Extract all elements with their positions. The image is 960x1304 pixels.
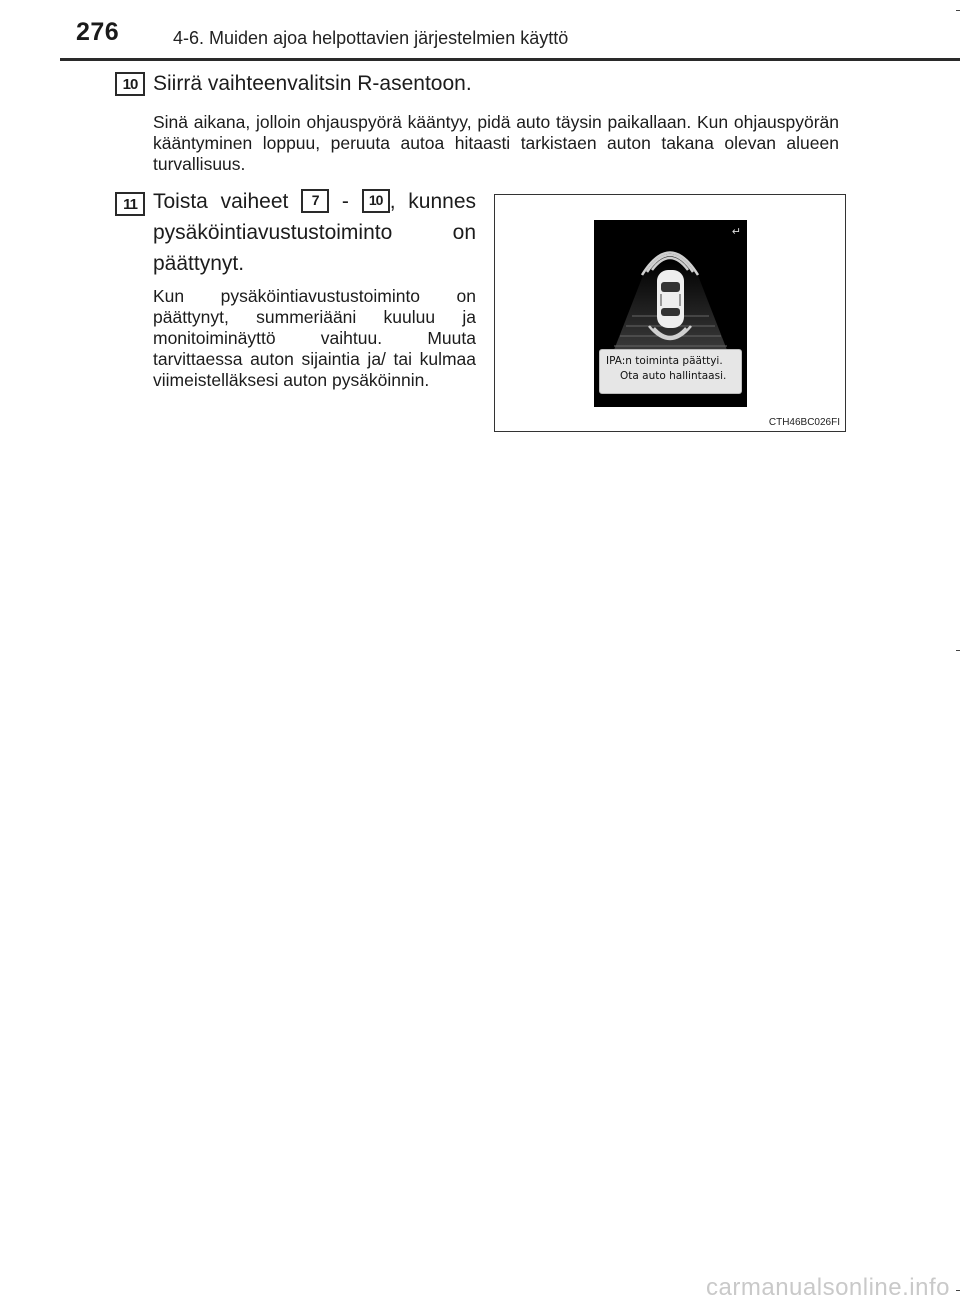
figure-code: CTH46BC026FI: [768, 417, 840, 428]
step-11-heading-end: , kunnes pysäköintiavustustoiminto on päättynyt.: [153, 190, 477, 275]
section-title: 4-6. Muiden ajoa helpottavien järjestelmien käyttö: [173, 28, 569, 48]
step-ref-7: 7: [301, 189, 329, 213]
margin-tick: [956, 10, 960, 11]
return-arrow-icon: ↵: [731, 226, 741, 238]
step-11-heading-start: Toista vaiheet: [153, 190, 289, 213]
step-10-heading: Siirrä vaihteenvalitsin R-asentoon.: [153, 72, 472, 95]
header-divider: [60, 58, 960, 61]
margin-tick: [956, 1290, 960, 1291]
page-number: 276: [76, 18, 120, 46]
figure-panel: [494, 194, 846, 432]
car-sensor-graphic: [594, 220, 747, 350]
step-ref-10: 10: [362, 189, 390, 213]
page-header: [0, 0, 960, 60]
multi-info-display: [594, 220, 747, 407]
step-10-text: Sinä aikana, jolloin ohjauspyörä kääntyy, pidä auto täysin paikallaan. Kun ohjauspyörän kääntyminen loppuu, peruuta autoa hitaasti tarkistaen auton takana olevan alueen turvallisuus.: [153, 112, 839, 174]
ipa-message-box: [599, 349, 742, 394]
step-ref-dash: -: [341, 190, 349, 213]
footer-watermark[interactable]: carmanualsonline.info: [706, 1274, 950, 1301]
step-badge-10: 10: [115, 72, 145, 96]
margin-tick: [956, 650, 960, 651]
ipa-message-line1: IPA:n toiminta päättyi.: [606, 355, 723, 367]
step-badge-11: 11: [115, 192, 145, 216]
step-11-heading: [153, 186, 476, 279]
step-11-text: Kun pysäköintiavustustoiminto on päättynyt, summeriääni kuuluu ja monitoiminäyttö vaihtuu. Muuta tarvittaessa auton sijaintia ja/ tai kulmaa viimeistelläksesi auton pysäköinnin.: [153, 286, 476, 390]
ipa-message-line2: Ota auto hallintaasi.: [620, 370, 727, 382]
